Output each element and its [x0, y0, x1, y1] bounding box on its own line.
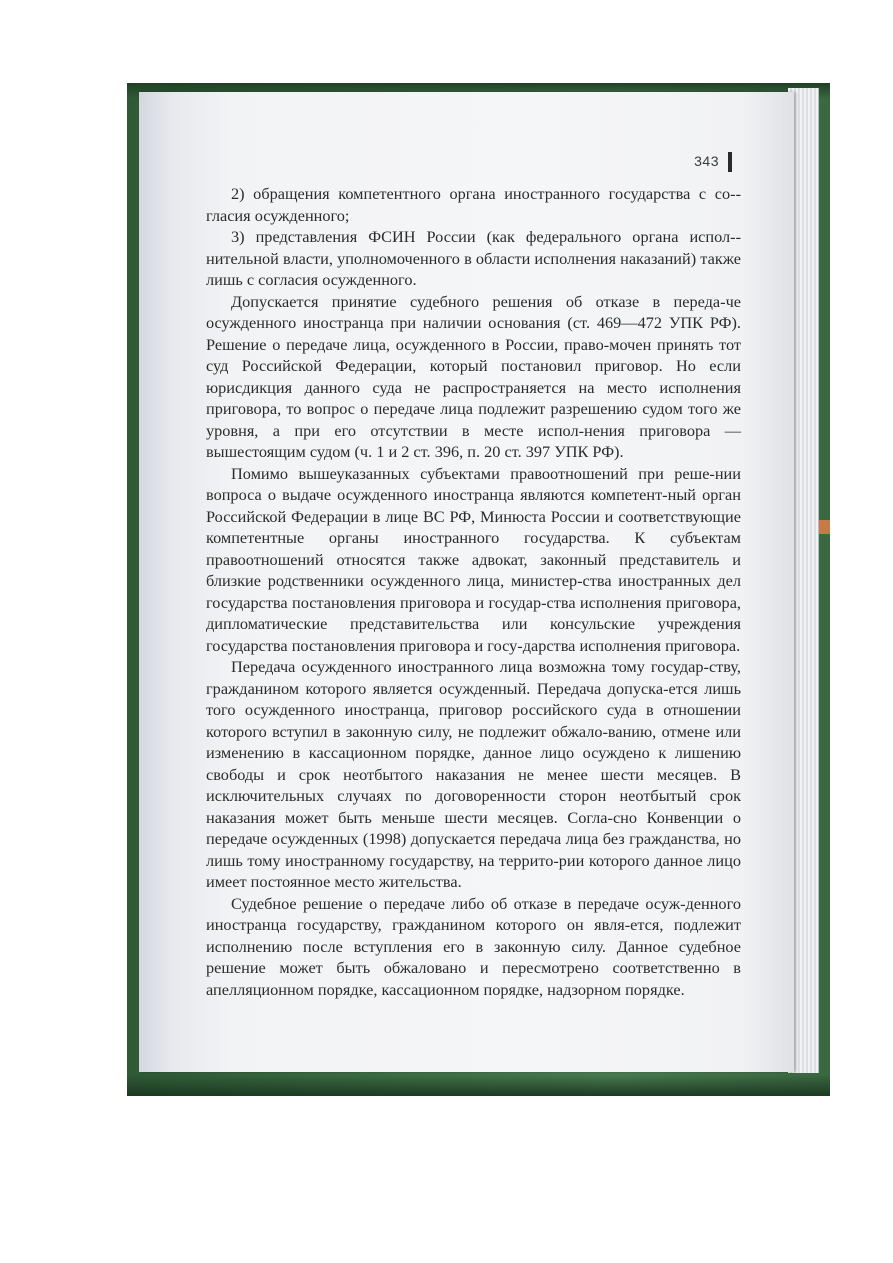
paragraph-3: Допускается принятие судебного решения об отказе в переда-че осужденного иностранца при наличии основания (ст. 469—472 УПК РФ). Решение о передаче лица, осужденного в России, право-мочен принять тот суд Российской Федерации, который постановил приговор. Но если юрисдикция данного суда не распространяется на место исполнения приговора, то вопрос о передаче лица подлежит разрешению судом того же уровня, а при его отсутствии в месте испол-нения приговора — вышестоящим судом (ч. 1 и 2 ст. 396, п. 20 ст. 397 УПК РФ).	[206, 291, 741, 461]
paragraph-4: Помимо вышеуказанных субъектами правоотношений при реше-нии вопроса о выдаче осужденного иностранца являются компетент-ный орган Российской Федерации в лице ВС РФ, Минюста России и соответствующие компетентные органы иностранного государства. К субъектам правоотношений относятся также адвокат, законный представитель и близкие родственники осужденного лица, министер-ства иностранных дел государства постановления приговора и государ-ства исполнения приговора, дипломатические представительства или консульские учреждения государства постановления приговора и госу-дарства исполнения приговора.	[206, 463, 741, 655]
book-page	[139, 92, 794, 1072]
page-number: 343	[694, 153, 719, 169]
paragraph-6: Судебное решение о передаче либо об отказе в передаче осуж-денного иностранца государству, гражданином которого он явля-ется, подлежит исполнению после вступления его в законную силу. Данное судебное решение может быть обжаловано и пересмотрено соответственно в апелляционном порядке, кассационном порядке, надзорном порядке.	[206, 893, 741, 999]
page-number-marker	[728, 152, 732, 172]
paragraph-1: 2) обращения компетентного органа иностранного государства с со-гласия осужденного;	[206, 184, 741, 225]
cover-shadow-bottom	[127, 1074, 830, 1096]
page-text	[206, 183, 741, 1000]
paragraph-5: Передача осужденного иностранного лица возможна тому государ-ству, гражданином которого является осужденный. Передача допуска-ется лишь того осужденного иностранца, приговор российского суда в отношении которого вступил в законную силу, не подлежит обжало-ванию, отмене или изменению в кассационном порядке, данное лицо осуждено к лишению свободы и срок неотбытого наказания не менее шести месяцев. В исключительных случаях по договоренности сторон неотбытый срок наказания может быть меньше шести месяцев. Согла-сно Конвенции о передаче осужденных (1998) допускается передача лица без гражданства, но лишь тому иностранному государству, на террито-рии которого данное лицо имеет постоянное место жительства.	[206, 657, 741, 891]
paragraph-2: 3) представления ФСИН России (как федерального органа испол-нительной власти, уполномоченного в области исполнения наказаний) также лишь с согласия осужденного.	[206, 227, 741, 289]
